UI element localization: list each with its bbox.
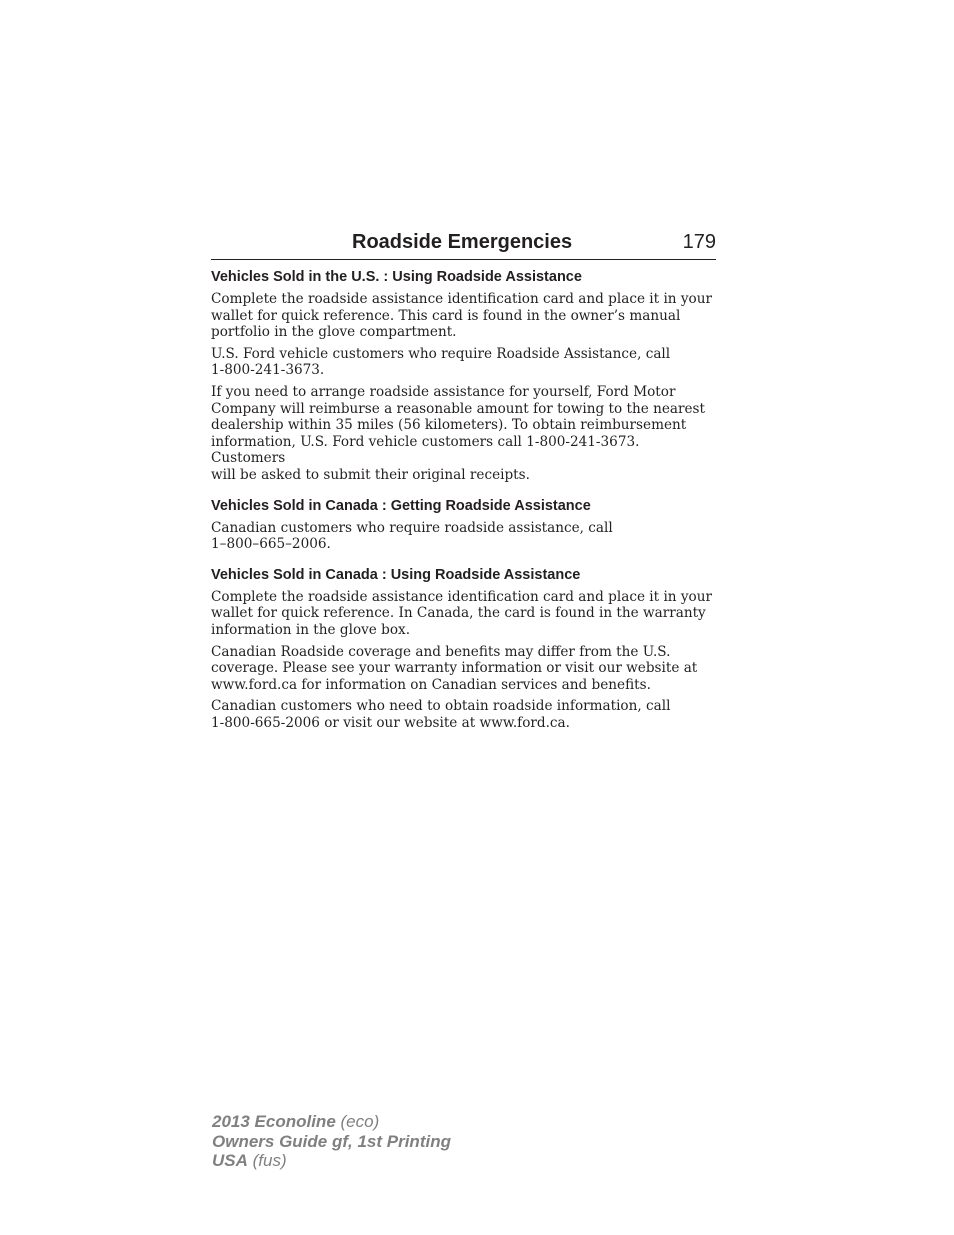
paragraph: Canadian customers who need to obtain roadside information, call 1-800-665-2006 or visit our website at www.ford.ca. (211, 698, 671, 731)
paragraph: Canadian customers who require roadside assistance, call 1–800–665–2006. (211, 519, 613, 553)
section-us-using-roadside (211, 268, 716, 484)
paragraph: Complete the roadside assistance identification card and place it in your wallet for quick reference. In Canada, the card is found in the warranty information in the glove box. (211, 588, 712, 638)
section-canada-getting-roadside (211, 497, 716, 553)
paragraph: Canadian Roadside coverage and benefits may differ from the U.S. coverage. Please see your warranty information or visit our website at www.ford.ca for information on Canadian services and benefits. (211, 643, 698, 693)
page-header (211, 228, 716, 260)
section-heading: Vehicles Sold in Canada : Using Roadside Assistance (211, 566, 581, 583)
chapter-title: Roadside Emergencies (352, 231, 573, 253)
section-heading: Vehicles Sold in Canada : Getting Roadside Assistance (211, 497, 591, 514)
paragraph: If you need to arrange roadside assistance for yourself, Ford Motor Company will reimburse a reasonable amount for towing to the nearest dealership within 35 miles (56 kilometers). To obtain reimbursement information, U.S. Ford vehicle customers call 1-800-241-3673. Customers will be asked to submit their original receipts. (211, 383, 705, 483)
footer-line-region: USA (fus) (212, 1151, 287, 1170)
page-content (211, 260, 716, 731)
footer-line-model: 2013 Econoline (eco) (212, 1112, 380, 1131)
footer-line-guide: Owners Guide gf, 1st Printing (212, 1131, 451, 1151)
document-footer (212, 1112, 451, 1171)
manual-page (211, 228, 716, 736)
paragraph: Complete the roadside assistance identification card and place it in your wallet for quick reference. This card is found in the owner’s manual portfolio in the glove compartment. (211, 291, 712, 341)
section-heading: Vehicles Sold in the U.S. : Using Roadside Assistance (211, 269, 582, 285)
section-canada-using-roadside (211, 566, 716, 732)
paragraph: U.S. Ford vehicle customers who require Roadside Assistance, call 1-800-241-3673. (211, 345, 671, 379)
page-number: 179 (682, 231, 716, 253)
